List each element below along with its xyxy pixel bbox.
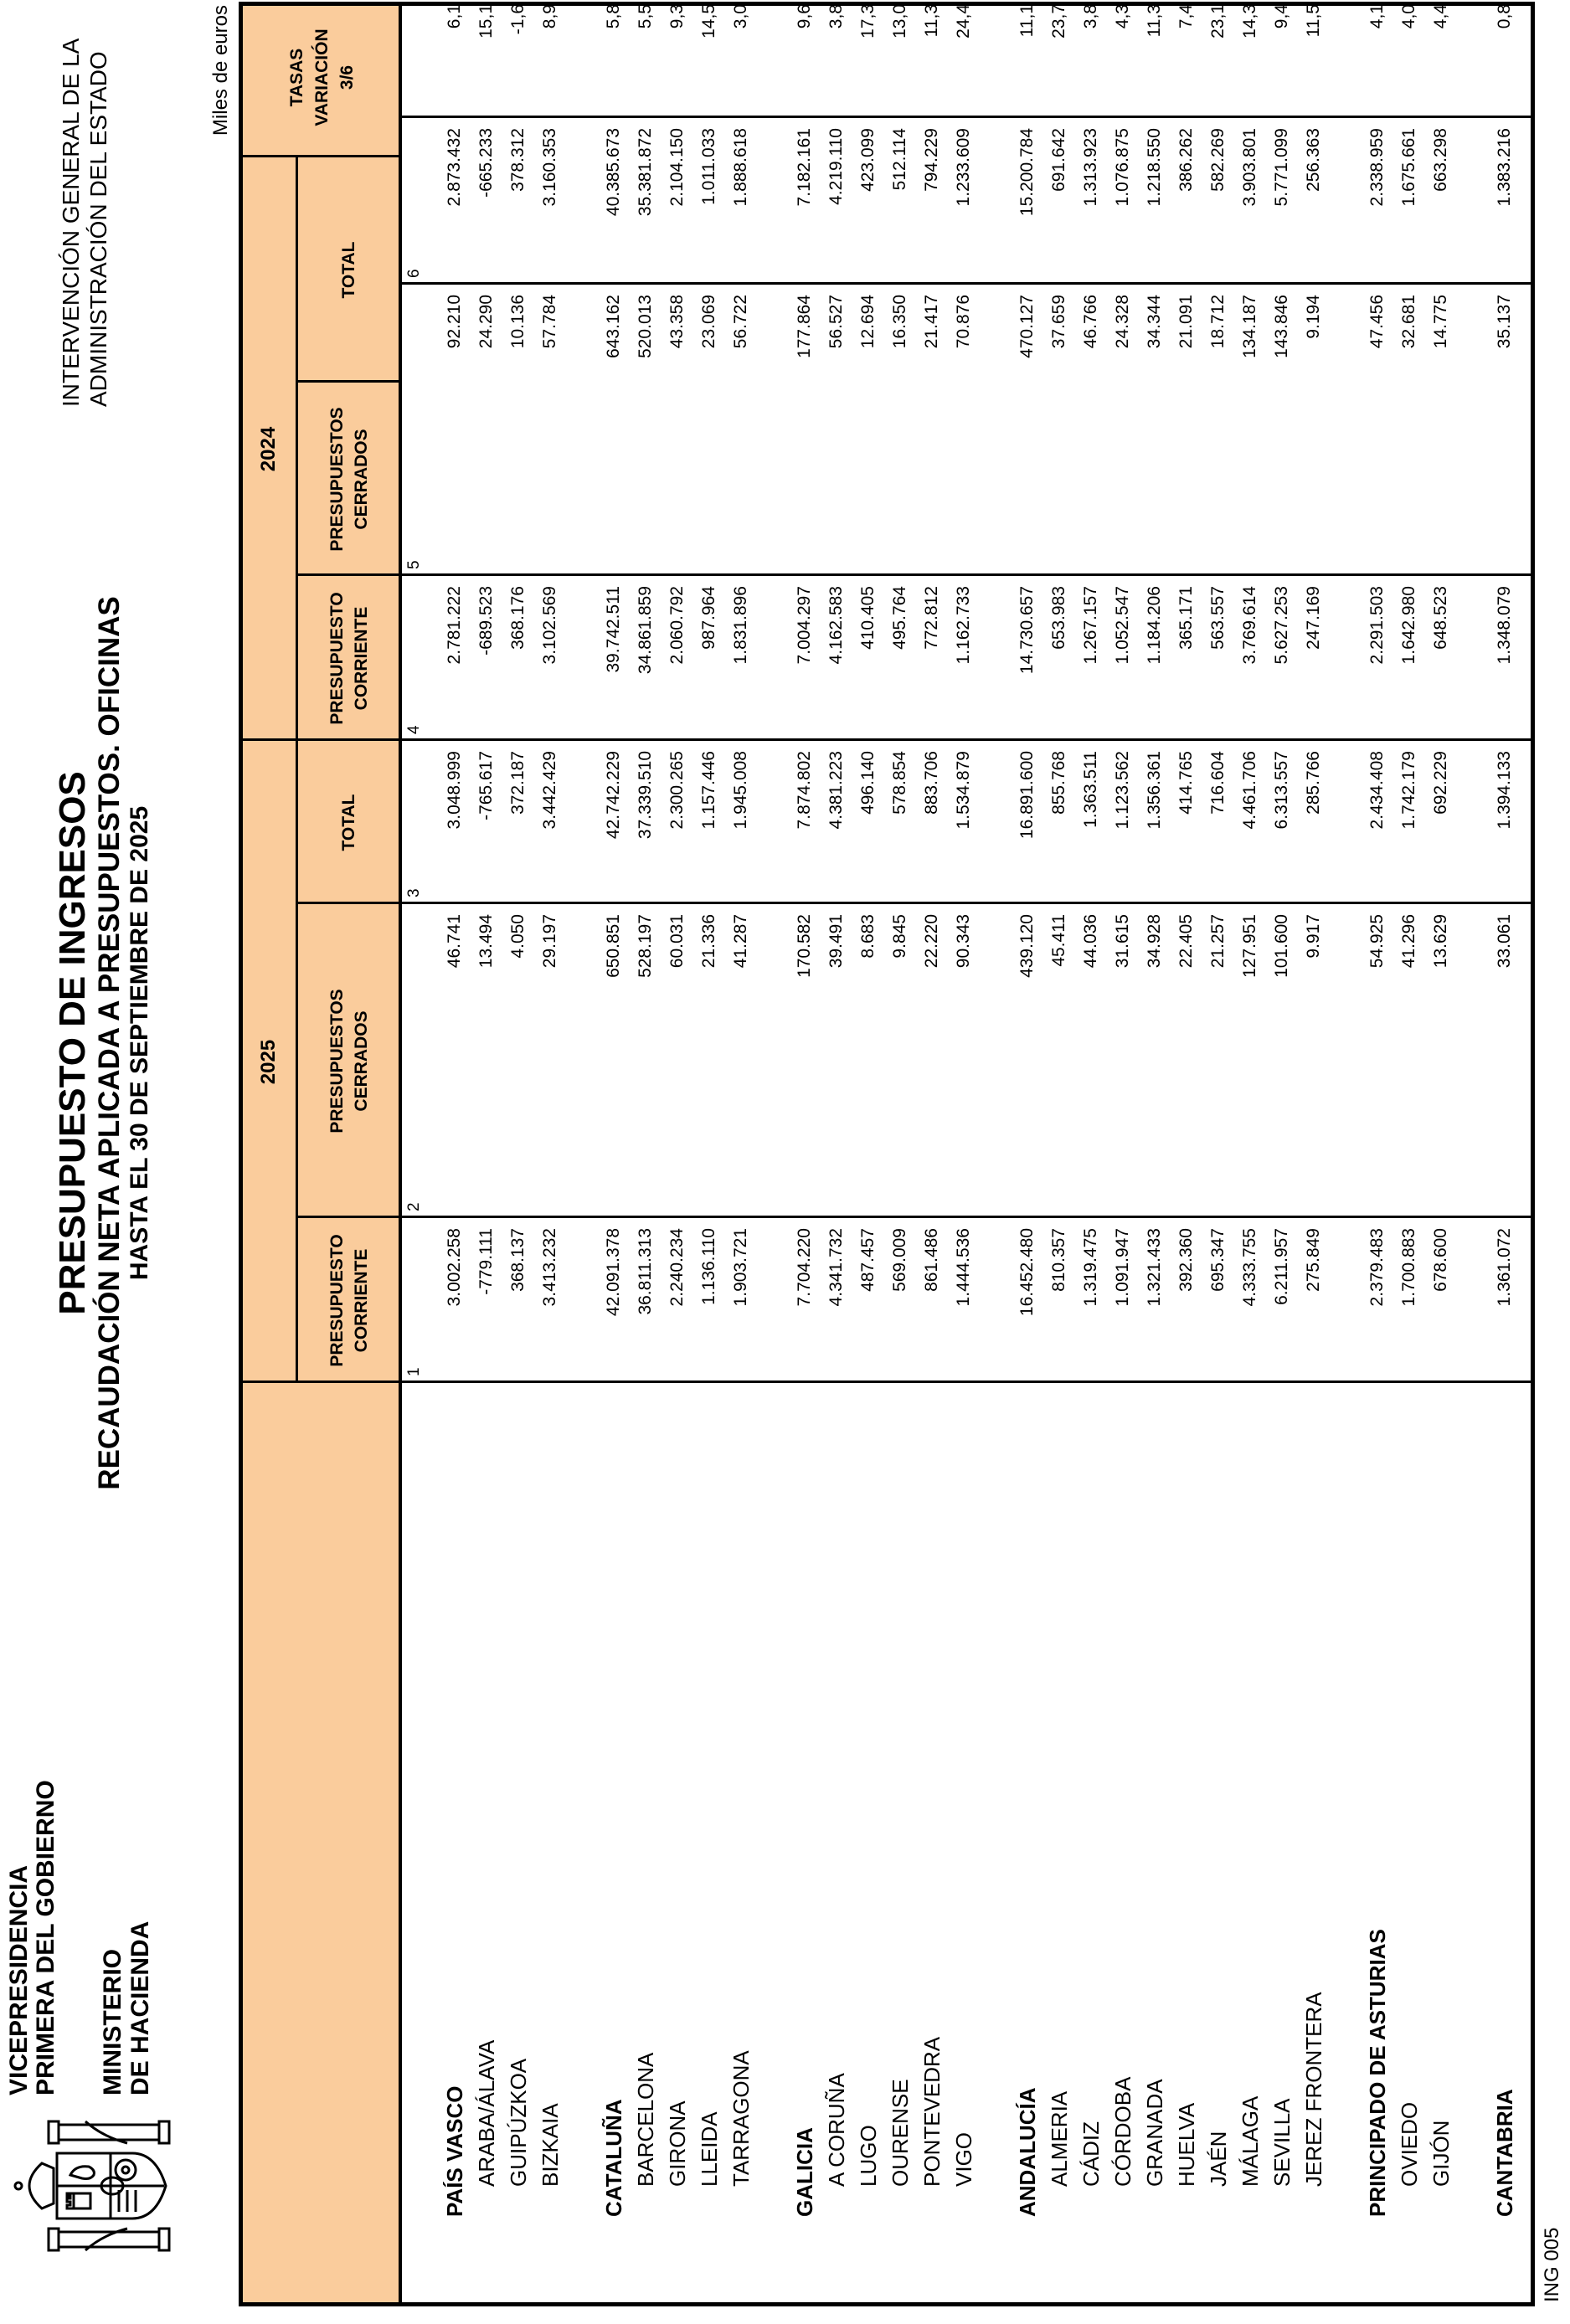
cell-value: 1.642.980 [1399, 586, 1418, 665]
cell-value: 42.742.229 [604, 751, 623, 840]
cell-value: 4.050 [508, 914, 528, 959]
header-line: CERRADOS [352, 1010, 371, 1112]
cell-value: 1.233.609 [954, 128, 973, 207]
cell-value: 1.321.433 [1145, 1228, 1164, 1307]
cell-value: 37.659 [1049, 295, 1068, 349]
cell-value: 33.061 [1495, 914, 1514, 969]
row-label: ALMERIA [1047, 2090, 1072, 2187]
cell-value: 563.557 [1208, 586, 1228, 650]
cell-value: 1.136.110 [699, 1228, 718, 1305]
row-label: GRANADA [1142, 2079, 1167, 2187]
row-label: CATALUÑA [601, 2099, 626, 2217]
cell-value: 134.187 [1240, 295, 1259, 358]
header-divider [243, 1381, 401, 1383]
header-line: PRESUPUESTOS [327, 989, 347, 1134]
header-presupuesto-corriente-2025 [325, 1218, 373, 1383]
cell-value: 1.742.179 [1399, 751, 1418, 830]
cell-value: 716.604 [1208, 751, 1228, 815]
header-divider [243, 155, 401, 157]
cell-value: 92.210 [445, 295, 464, 349]
cell-value: 170.582 [795, 914, 814, 978]
cell-value: 378.312 [508, 128, 528, 192]
cell-value: 1.052.547 [1113, 586, 1132, 665]
row-label: TARRAGONA [728, 2050, 754, 2187]
cell-value: 247.169 [1304, 586, 1323, 650]
cell-value: 855.768 [1049, 751, 1068, 815]
year-row-divider [296, 157, 298, 1383]
column-number-4: 4 [405, 725, 423, 734]
cell-value: 8.683 [858, 914, 878, 959]
cell-value: 439.120 [1017, 914, 1037, 978]
cell-value: 496.140 [858, 751, 878, 815]
row-label: GIRONA [665, 2100, 690, 2187]
cell-value: 56.527 [826, 295, 846, 349]
letterhead-line-3: MINISTERIO [99, 1948, 126, 2095]
cell-value: 1.184.206 [1145, 586, 1164, 665]
header-line: PRESUPUESTO [327, 592, 347, 725]
cell-value: 1.534.879 [954, 751, 973, 830]
cell-value: 11,1 [1017, 4, 1037, 38]
cell-value: 1.675.661 [1399, 128, 1418, 207]
cell-value: 256.363 [1304, 128, 1323, 192]
cell-value: 487.457 [858, 1228, 878, 1292]
cell-value: 35.137 [1495, 295, 1514, 349]
cell-value: 9,6 [795, 4, 814, 29]
cell-value: 4,0 [1399, 4, 1418, 29]
cell-value: 40.385.673 [604, 128, 623, 217]
cell-value: 42.091.378 [604, 1228, 623, 1317]
cell-value: 23,1 [1208, 4, 1228, 39]
cell-value: 15.200.784 [1017, 128, 1037, 217]
row-label: HUELVA [1174, 2102, 1199, 2187]
column-number-5: 5 [405, 560, 423, 569]
header-divider [296, 1216, 401, 1218]
row-label: GIJÓN [1428, 2120, 1454, 2187]
cell-value: 16.891.600 [1017, 751, 1037, 840]
header-presupuesto-corriente-2024 [325, 576, 373, 741]
cell-value: 21.091 [1176, 295, 1196, 349]
cell-value: 23.069 [699, 295, 718, 349]
cell-value: 7.182.161 [795, 128, 814, 207]
header-line: 3/6 [337, 64, 357, 90]
cell-value: 423.099 [858, 128, 878, 192]
header-line: TASAS [287, 48, 306, 107]
cell-value: 3,8 [1081, 4, 1100, 29]
cell-value: 5,8 [604, 4, 623, 29]
header-bottom-border [399, 6, 402, 2302]
cell-value: 44.036 [1081, 914, 1100, 969]
column-number-3: 3 [405, 888, 423, 897]
letterhead-line-2: PRIMERA DEL GOBIERNO [32, 1780, 59, 2095]
cell-value: 13.629 [1431, 914, 1450, 969]
cell-value: 1.394.133 [1495, 751, 1514, 830]
cell-value: 275.849 [1304, 1228, 1323, 1292]
header-divider [296, 902, 401, 904]
header-divider [296, 380, 401, 383]
cell-value: 3.002.258 [445, 1228, 464, 1307]
cell-value: 1.319.475 [1081, 1228, 1100, 1307]
cell-value: 177.864 [795, 295, 814, 358]
cell-value: 4.333.755 [1240, 1228, 1259, 1307]
cell-value: 1.831.896 [731, 586, 750, 665]
row-label: A CORUÑA [824, 2073, 849, 2187]
cell-value: 35.381.872 [636, 128, 655, 217]
cell-value: 11,3 [922, 4, 941, 38]
cell-value: 2.300.265 [667, 751, 687, 830]
cell-value: 365.171 [1176, 586, 1196, 650]
cell-value: 14,5 [699, 4, 718, 39]
cell-value: 512.114 [890, 128, 909, 191]
header-total-2025: TOTAL [339, 794, 358, 851]
cell-value: 45.411 [1049, 914, 1068, 967]
cell-value: 414.765 [1176, 751, 1196, 815]
cell-value: 3,8 [826, 4, 846, 29]
cell-value: 368.137 [508, 1228, 528, 1292]
cell-value: 16.452.480 [1017, 1228, 1037, 1317]
cell-value: 5.627.253 [1272, 586, 1291, 665]
cell-value: 13.494 [476, 914, 496, 969]
cell-value: 1.356.361 [1145, 751, 1164, 830]
cell-value: 2.060.792 [667, 586, 687, 665]
header-divider [243, 738, 401, 741]
cell-value: 1.383.216 [1495, 128, 1514, 207]
cell-value: 24,4 [954, 4, 973, 39]
cell-value: 1.444.536 [954, 1228, 973, 1307]
cell-value: 1.700.883 [1399, 1228, 1418, 1307]
cell-value: 692.229 [1431, 751, 1450, 815]
cell-value: 1.945.008 [731, 751, 750, 830]
cell-value: 6.313.557 [1272, 751, 1291, 830]
column-number-2: 2 [405, 1202, 423, 1211]
cell-value: 7.874.802 [795, 751, 814, 830]
cell-value: 1.218.550 [1145, 128, 1164, 207]
cell-value: 3,0 [731, 4, 750, 29]
cell-value: 1.267.157 [1081, 586, 1100, 665]
cell-value: 582.269 [1208, 128, 1228, 192]
cell-value: 578.854 [890, 751, 909, 815]
cell-value: 2.338.959 [1367, 128, 1387, 207]
cell-value: 648.523 [1431, 586, 1450, 650]
cell-value: 22.220 [922, 914, 941, 969]
cell-value: 16.350 [890, 295, 909, 349]
cell-value: 4,4 [1431, 4, 1450, 29]
cell-value: 47.456 [1367, 295, 1387, 349]
row-label: PAÍS VASCO [442, 2085, 467, 2217]
cell-value: 9.194 [1304, 295, 1323, 339]
row-label: JAÉN [1206, 2131, 1231, 2187]
row-label: MÁLAGA [1238, 2095, 1263, 2187]
cell-value: 691.642 [1049, 128, 1068, 192]
cell-value: 57.784 [540, 295, 559, 349]
header-line: CORRIENTE [352, 1248, 371, 1353]
cell-value: 1.091.947 [1113, 1228, 1132, 1307]
cell-value: 54.925 [1367, 914, 1387, 969]
cell-value: 36.811.313 [636, 1228, 655, 1315]
cell-value: 4,1 [1367, 4, 1387, 29]
cell-value: 653.983 [1049, 586, 1068, 650]
cell-value: 32.681 [1399, 295, 1418, 349]
cell-value: 13,0 [890, 4, 909, 39]
cell-value: 794.229 [922, 128, 941, 192]
cell-value: 14.775 [1431, 295, 1450, 349]
cell-value: 37.339.510 [636, 751, 655, 840]
cell-value: 569.009 [890, 1228, 909, 1292]
cell-value: 1.363.511 [1081, 751, 1100, 828]
cell-value: 15,1 [476, 4, 496, 39]
cell-value: 143.846 [1272, 295, 1291, 358]
cell-value: 34.344 [1145, 295, 1164, 349]
cell-value: 1.361.072 [1495, 1228, 1514, 1307]
cell-value: 11,3 [1145, 4, 1164, 38]
cell-value: 21.336 [699, 914, 718, 969]
row-label: SEVILLA [1269, 2098, 1295, 2187]
cell-value: 7,4 [1176, 4, 1196, 29]
cell-value: 410.405 [858, 586, 878, 650]
row-label: GUIPÚZKOA [506, 2058, 531, 2187]
cell-value: -1,6 [508, 4, 528, 35]
issuing-office [57, 39, 112, 407]
row-label: GALICIA [792, 2127, 817, 2217]
cell-value: 9.845 [890, 914, 909, 959]
year-2025-header: 2025 [257, 1039, 280, 1085]
cell-value: 0,8 [1495, 4, 1514, 29]
cell-value: 772.812 [922, 586, 941, 650]
cell-value: 17,3 [858, 4, 878, 39]
cell-value: 4.341.732 [826, 1228, 846, 1307]
cell-value: 1.888.618 [731, 128, 750, 207]
cell-value: 1.162.733 [954, 586, 973, 665]
cell-value: -765.617 [476, 751, 496, 820]
header-presupuestos-cerrados-2024 [325, 383, 373, 576]
cell-value: -665.233 [476, 128, 496, 198]
row-label: PRINCIPADO DE ASTURIAS [1365, 1929, 1390, 2217]
cell-value: 883.706 [922, 751, 941, 815]
cell-value: 21.257 [1208, 914, 1228, 969]
cell-value: 663.298 [1431, 128, 1450, 192]
cell-value: 861.486 [922, 1228, 941, 1292]
cell-value: 2.781.222 [445, 586, 464, 665]
cell-value: 21.417 [922, 295, 941, 349]
letterhead-line-1: VICEPRESIDENCIA [5, 1864, 33, 2095]
cell-value: 5,5 [636, 4, 655, 29]
form-code: ING 005 [1541, 2227, 1563, 2302]
cell-value: 5.771.099 [1272, 128, 1291, 207]
cell-value: 987.964 [699, 586, 718, 650]
header-tasas-variacion [285, 0, 360, 157]
cell-value: 520.013 [636, 295, 655, 358]
cell-value: 41.287 [731, 914, 750, 969]
cell-value: 31.615 [1113, 914, 1132, 969]
cell-value: 6,1 [445, 4, 464, 29]
cell-value: 24.328 [1113, 295, 1132, 349]
cell-value: 2.434.408 [1367, 751, 1387, 830]
cell-value: 695.347 [1208, 1228, 1228, 1292]
cell-value: 101.600 [1272, 914, 1291, 978]
cell-value: 1.903.721 [731, 1228, 750, 1307]
column-number-1: 1 [405, 1367, 423, 1376]
cell-value: 34.928 [1145, 914, 1164, 969]
cell-value: 14,3 [1240, 4, 1259, 39]
cell-value: 10.136 [508, 295, 528, 349]
row-label: CANTABRIA [1492, 2089, 1517, 2217]
cell-value: 9,4 [1272, 4, 1291, 29]
header-line: CERRADOS [352, 429, 371, 530]
row-label: OVIEDO [1397, 2101, 1422, 2187]
cell-value: 650.851 [604, 914, 623, 978]
row-label: ARABA/ÁLAVA [474, 2039, 499, 2187]
data-table [239, 2, 1535, 2306]
cell-value: 678.600 [1431, 1228, 1450, 1292]
cell-value: 1.348.079 [1495, 586, 1514, 665]
cell-value: 4.381.223 [826, 751, 846, 830]
row-label: VIGO [951, 2131, 976, 2187]
header-divider [296, 573, 401, 576]
cell-value: 372.187 [508, 751, 528, 815]
row-label: CÁDIZ [1078, 2121, 1104, 2187]
cell-value: 6.211.957 [1272, 1228, 1291, 1305]
cell-value: 39.491 [826, 914, 846, 969]
cell-value: 14.730.657 [1017, 586, 1037, 675]
cell-value: 34.861.859 [636, 586, 655, 675]
header-total-2024: TOTAL [339, 241, 358, 299]
office-line-2: ADMINISTRACIÓN DEL ESTADO [85, 51, 111, 407]
cell-value: 23,7 [1049, 4, 1068, 39]
row-label: LUGO [856, 2125, 881, 2187]
cell-value: 56.722 [731, 295, 750, 349]
cell-value: 470.127 [1017, 295, 1037, 358]
year-2024-header: 2024 [257, 426, 280, 472]
cell-value: 70.876 [954, 295, 973, 349]
cell-value: 29.197 [540, 914, 559, 969]
cell-value: 8,9 [540, 4, 559, 29]
cell-value: 3.413.232 [540, 1228, 559, 1307]
cell-value: 495.764 [890, 586, 909, 650]
cell-value: 46.741 [445, 914, 464, 969]
cell-value: 3.048.999 [445, 751, 464, 830]
cell-value: 2.291.503 [1367, 586, 1387, 665]
cell-value: 12.694 [858, 295, 878, 349]
cell-value: 1.313.923 [1081, 128, 1100, 207]
row-label: ANDALUCÍA [1015, 2087, 1040, 2217]
cell-value: 3.160.353 [540, 128, 559, 207]
cell-value: 41.296 [1399, 914, 1418, 969]
cell-value: 3.102.569 [540, 586, 559, 665]
cell-value: 3.769.614 [1240, 586, 1259, 665]
cell-value: 1.011.033 [699, 128, 718, 205]
header-line: PRESUPUESTO [327, 1234, 347, 1367]
cell-value: -779.111 [476, 1228, 496, 1295]
cell-value: 1.123.562 [1113, 751, 1132, 830]
letterhead-line-4: DE HACIENDA [126, 1920, 154, 2095]
column-number-6: 6 [405, 269, 423, 278]
cell-value: 285.766 [1304, 751, 1323, 815]
units-note: Miles de euros [209, 5, 232, 136]
cell-value: 39.742.511 [604, 586, 623, 673]
cell-value: 46.766 [1081, 295, 1100, 349]
cell-value: 7.704.220 [795, 1228, 814, 1307]
cell-value: 810.357 [1049, 1228, 1068, 1292]
cell-value: 127.951 [1240, 914, 1259, 978]
header-line: CORRIENTE [352, 606, 371, 711]
spain-coat-of-arms-icon [10, 2120, 188, 2252]
row-label: BARCELONA [633, 2052, 658, 2187]
cell-value: 3.903.801 [1240, 128, 1259, 207]
header-line: VARIACIÓN [312, 28, 332, 126]
header-presupuestos-cerrados-2025 [325, 904, 373, 1218]
cell-value: 18.712 [1208, 295, 1228, 349]
cell-value: 392.360 [1176, 1228, 1196, 1292]
cell-value: 90.343 [954, 914, 973, 969]
cell-value: 1.157.446 [699, 751, 718, 830]
cell-value: 11,5 [1304, 4, 1323, 38]
cell-value: 1.076.875 [1113, 128, 1132, 207]
cell-value: 643.162 [604, 295, 623, 358]
cell-value: -689.523 [476, 586, 496, 656]
row-label: OURENSE [888, 2079, 913, 2187]
cell-value: 2.240.234 [667, 1228, 687, 1307]
cell-value: 9,3 [667, 4, 687, 29]
office-line-1: INTERVENCIÓN GENERAL DE LA [58, 38, 84, 407]
cell-value: 4.461.706 [1240, 751, 1259, 830]
cell-value: 4,3 [1113, 4, 1132, 29]
cell-value: 2.104.150 [667, 128, 687, 207]
report-period: HASTA EL 30 DE SEPTIEMBRE DE 2025 [126, 805, 153, 1281]
row-label: LLEIDA [697, 2111, 722, 2187]
cell-value: 3.442.429 [540, 751, 559, 830]
cell-value: 528.197 [636, 914, 655, 978]
row-label: PONTEVEDRA [919, 2036, 945, 2187]
cell-value: 9.917 [1304, 914, 1323, 959]
cell-value: 386.262 [1176, 128, 1196, 192]
row-label: BIZKAIA [538, 2103, 563, 2187]
row-label: JEREZ FRONTERA [1301, 1992, 1326, 2187]
header-line: PRESUPUESTOS [327, 407, 347, 552]
cell-value: 2.379.483 [1367, 1228, 1387, 1307]
report-title: PRESUPUESTO DE INGRESOS [52, 771, 93, 1315]
cell-value: 22.405 [1176, 914, 1196, 969]
cell-value: 24.290 [476, 295, 496, 349]
cell-value: 7.004.297 [795, 586, 814, 665]
cell-value: 368.176 [508, 586, 528, 650]
row-label: CÓRDOBA [1110, 2076, 1135, 2187]
cell-value: 43.358 [667, 295, 687, 349]
cell-value: 4.162.583 [826, 586, 846, 665]
cell-value: 4.219.110 [826, 128, 846, 205]
cell-value: 2.873.432 [445, 128, 464, 207]
report-subtitle: RECAUDACIÓN NETA APLICADA A PRESUPUESTOS. OFICINAS [93, 596, 126, 1490]
cell-value: 60.031 [667, 914, 687, 969]
